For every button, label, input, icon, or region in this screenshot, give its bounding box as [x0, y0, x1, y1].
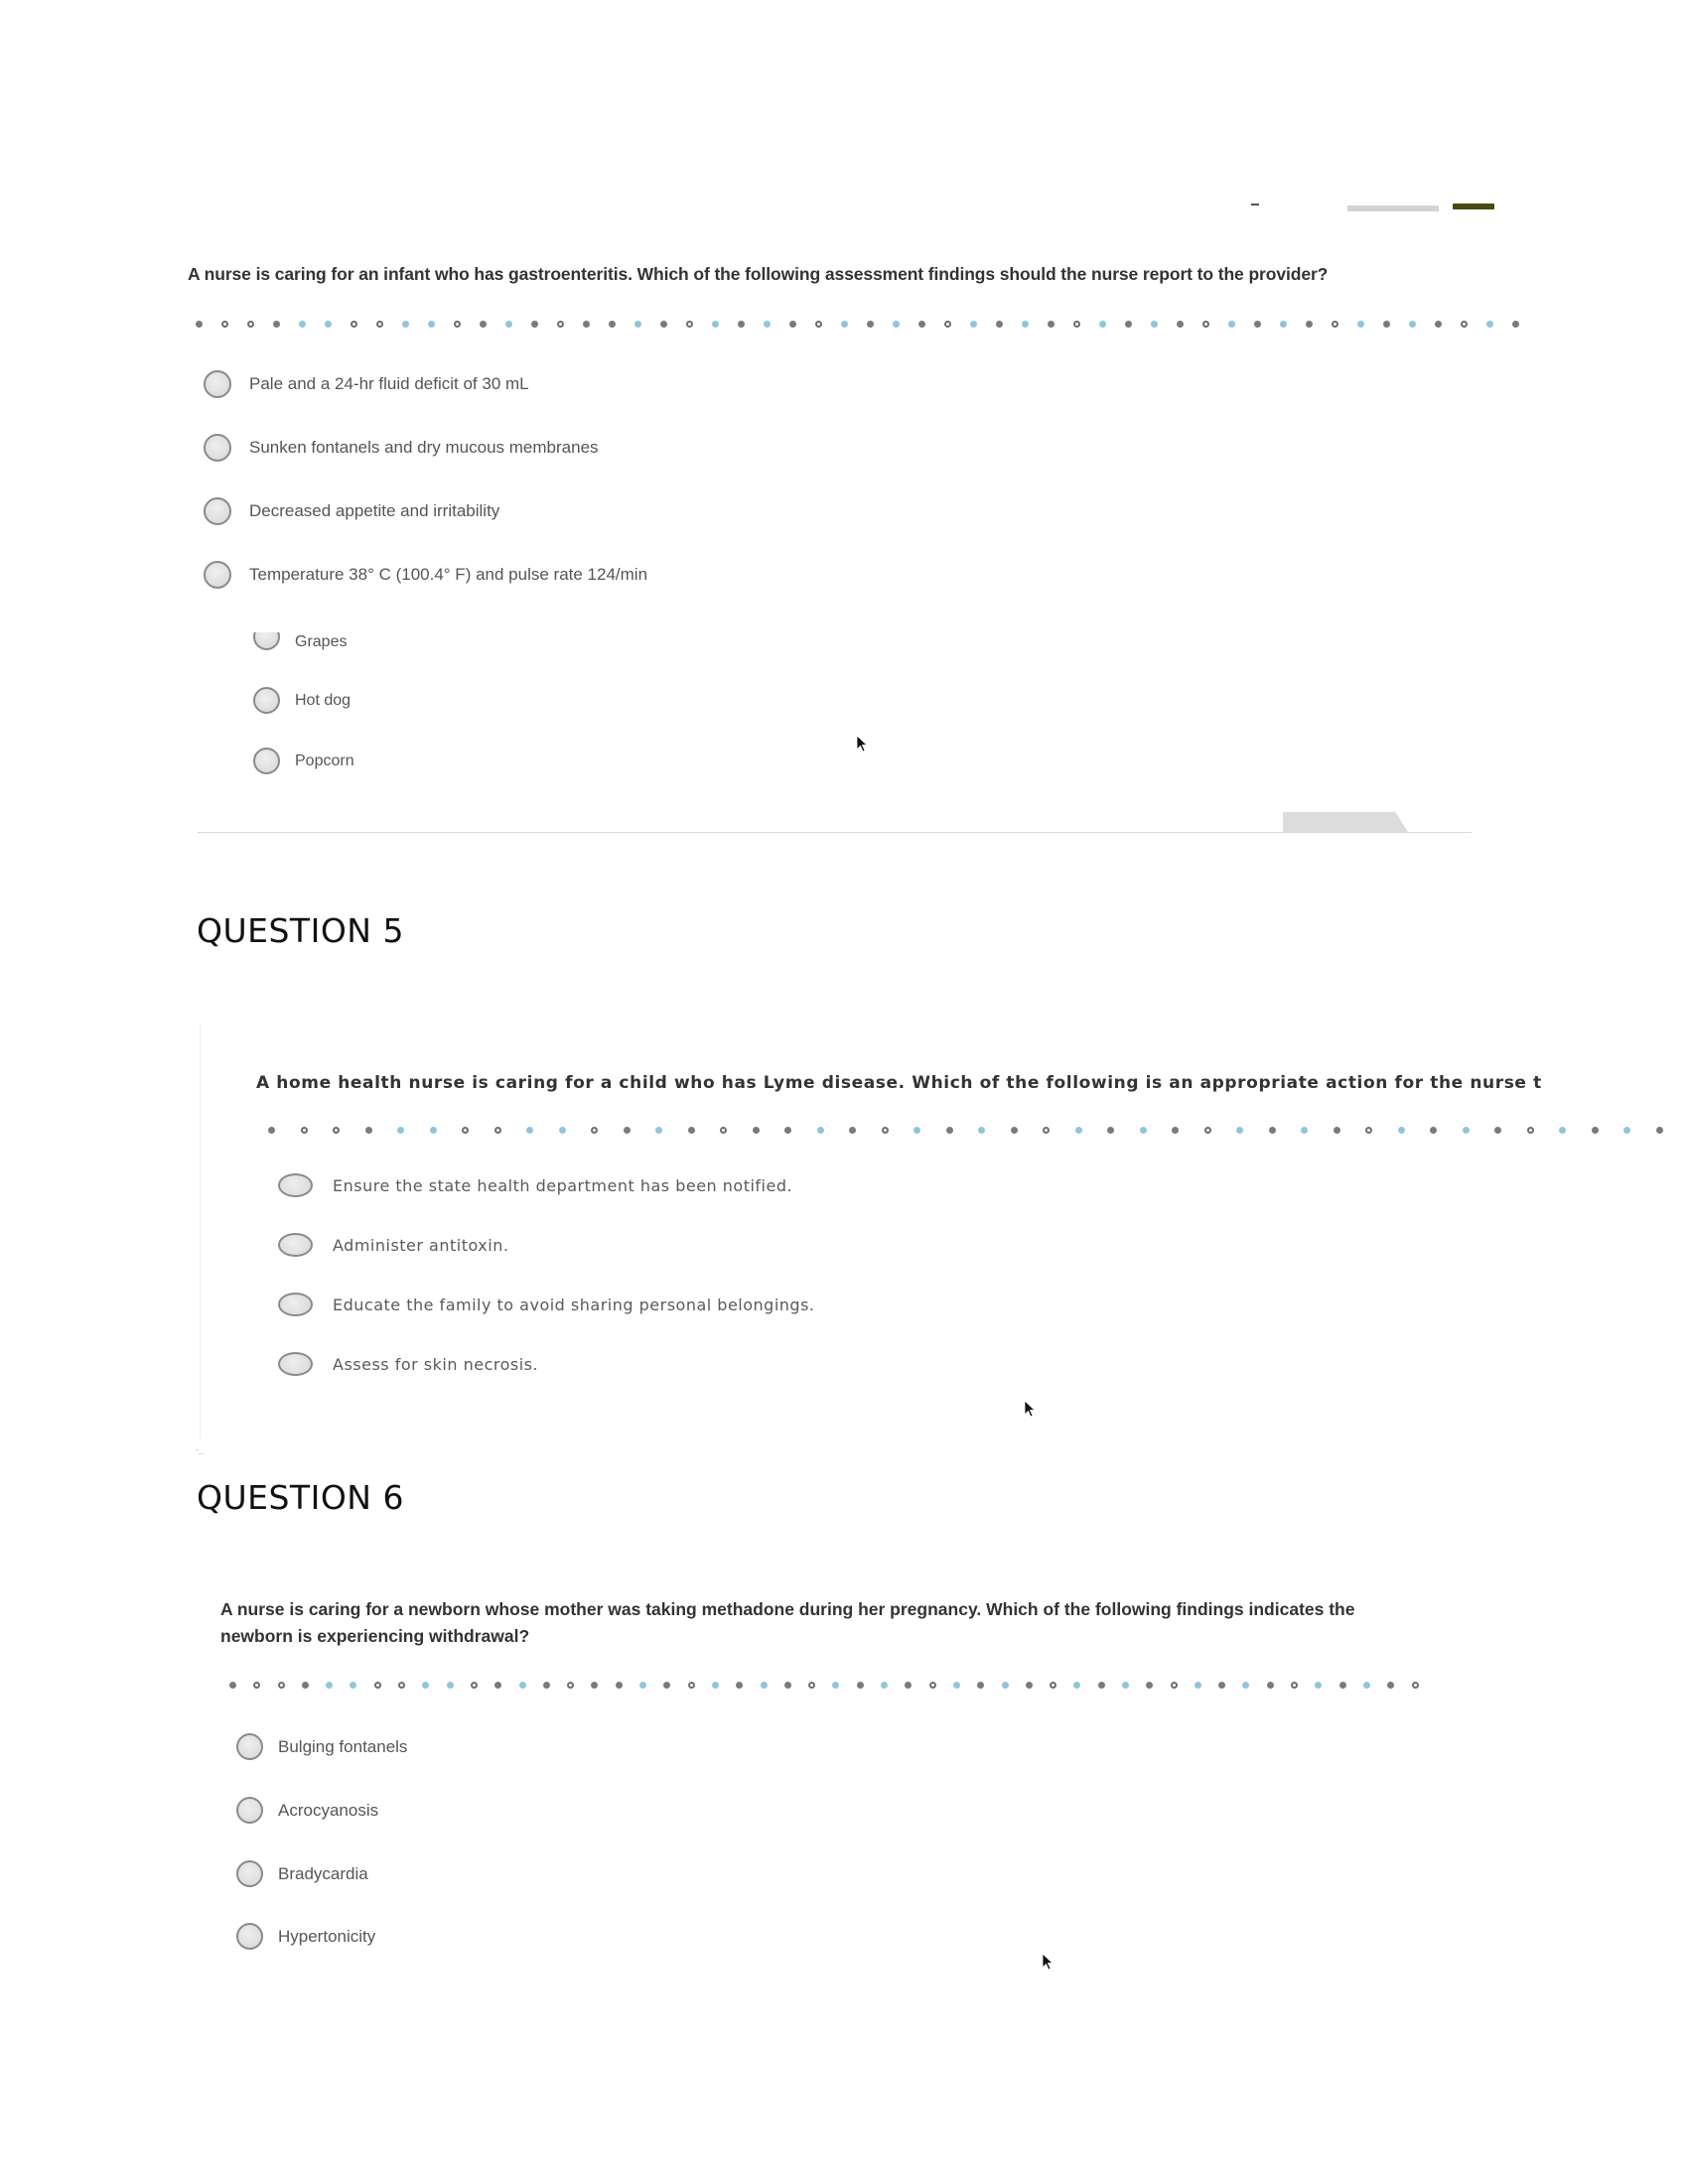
separator-dot [302, 1682, 309, 1689]
separator-dot [1002, 1682, 1009, 1689]
separator-dot [996, 321, 1003, 328]
separator-dot [914, 1127, 920, 1134]
separator-dot [1218, 1682, 1225, 1689]
separator-dot [531, 321, 538, 328]
q4-option-4[interactable] [204, 561, 647, 589]
q4-option-2[interactable] [204, 434, 599, 462]
q5-option-3[interactable] [278, 1293, 814, 1316]
separator-dot [365, 1127, 372, 1134]
question-4-text: A nurse is caring for an infant who has gastroenteritis. Which of the following assessment findings should the nurse report to the provider? [188, 264, 1329, 284]
separator-dot [374, 1682, 381, 1689]
separator-dot [881, 1682, 888, 1689]
separator-dot [591, 1682, 598, 1689]
separator-dot [301, 1127, 308, 1134]
separator-dot [882, 1127, 889, 1134]
option-label: Ensure the state health department has been notified. [333, 1175, 793, 1195]
separator-dot [1315, 1682, 1322, 1689]
dotted-separator [268, 1124, 1663, 1136]
question-5-heading: QUESTION 5 [197, 911, 404, 950]
separator-dot [526, 1127, 533, 1134]
q6-option-1[interactable] [236, 1733, 407, 1760]
q5-option-1[interactable] [278, 1173, 792, 1197]
separator-dot [333, 1127, 340, 1134]
overlay-option-hot-dog[interactable] [253, 687, 351, 714]
radio-button[interactable] [236, 1923, 263, 1950]
radio-button[interactable] [253, 632, 280, 650]
separator-dot [736, 1682, 743, 1689]
separator-dot [1254, 321, 1261, 328]
option-label: Pale and a 24-hr fluid deficit of 30 mL [249, 374, 529, 393]
separator-dot [929, 1682, 936, 1689]
separator-dot [253, 1682, 260, 1689]
separator-dot [1022, 321, 1029, 328]
separator-dot [447, 1682, 454, 1689]
separator-dot [1357, 321, 1364, 328]
separator-dot [753, 1127, 760, 1134]
separator-dot [557, 321, 564, 328]
separator-dot [1387, 1682, 1394, 1689]
separator-dot [905, 1682, 912, 1689]
radio-button[interactable] [204, 497, 231, 525]
separator-dot [1177, 321, 1184, 328]
separator-dot [247, 321, 254, 328]
separator-dot [977, 1682, 984, 1689]
option-label: Grapes [295, 633, 348, 650]
separator-dot [1267, 1682, 1274, 1689]
separator-dot [1236, 1127, 1243, 1134]
separator-dot [397, 1127, 404, 1134]
separator-dot [784, 1127, 791, 1134]
separator-dot [325, 321, 332, 328]
next-button[interactable] [1283, 812, 1394, 832]
separator-dot [376, 321, 383, 328]
separator-dot [1463, 1127, 1470, 1134]
separator-dot [817, 1127, 824, 1134]
option-label: Bradycardia [278, 1863, 368, 1883]
separator-dot [1228, 321, 1235, 328]
option-label: Popcorn [295, 751, 354, 769]
separator-dot [1486, 321, 1493, 328]
separator-dot [944, 321, 951, 328]
separator-dot [278, 1682, 285, 1689]
separator-dot [738, 321, 745, 328]
separator-dot [634, 321, 641, 328]
separator-dot [1435, 321, 1442, 328]
progress-bar-gray [1347, 205, 1439, 211]
option-label: Hypertonicity [278, 1926, 376, 1946]
separator-dot [1073, 1682, 1080, 1689]
separator-dot [688, 1127, 695, 1134]
mouse-cursor-icon [1042, 1953, 1055, 1973]
dotted-separator [196, 318, 1519, 330]
separator-dot [567, 1682, 574, 1689]
separator-dot [789, 321, 796, 328]
q4-option-3[interactable] [204, 497, 499, 525]
separator-dot [1409, 321, 1416, 328]
separator-dot [1026, 1682, 1033, 1689]
separator-dot [1075, 1127, 1082, 1134]
question-6-heading: QUESTION 6 [197, 1478, 404, 1517]
separator-dot [1204, 1127, 1211, 1134]
separator-dot [494, 1127, 501, 1134]
separator-dot [978, 1127, 985, 1134]
separator-dot [1269, 1127, 1276, 1134]
separator-dot [1073, 321, 1080, 328]
separator-dot [616, 1682, 623, 1689]
separator-dot [326, 1682, 333, 1689]
separator-dot [1107, 1127, 1114, 1134]
separator-dot [1122, 1682, 1129, 1689]
separator-dot [970, 321, 977, 328]
separator-dot [1363, 1682, 1370, 1689]
separator-dot [1332, 321, 1338, 328]
separator-dot [428, 321, 435, 328]
separator-dot [351, 321, 357, 328]
separator-dot [857, 1682, 864, 1689]
separator-dot [1623, 1127, 1630, 1134]
overlay-option-popcorn[interactable] [253, 748, 354, 774]
separator-dot [720, 1127, 727, 1134]
separator-dot [268, 1127, 275, 1134]
q6-option-4[interactable] [236, 1923, 375, 1950]
option-label: Assess for skin necrosis. [333, 1354, 539, 1374]
separator-dot [663, 1682, 670, 1689]
radio-button[interactable] [278, 1233, 313, 1257]
separator-dot [1461, 321, 1468, 328]
option-label: Acrocyanosis [278, 1800, 379, 1820]
separator-dot [505, 321, 512, 328]
radio-button[interactable] [236, 1860, 263, 1887]
separator-dot [639, 1682, 646, 1689]
mouse-cursor-icon [1024, 1400, 1038, 1420]
q4-option-1[interactable] [204, 370, 529, 398]
option-label: Hot dog [295, 691, 352, 709]
separator-dot [832, 1682, 839, 1689]
separator-dot [480, 321, 487, 328]
radio-button[interactable] [204, 434, 231, 462]
separator-dot [350, 1682, 356, 1689]
separator-dot [1334, 1127, 1340, 1134]
separator-dot [808, 1682, 815, 1689]
separator-dot [841, 321, 848, 328]
separator-dot [299, 321, 306, 328]
section-divider [198, 832, 1473, 833]
separator-dot [1172, 1127, 1179, 1134]
separator-dot [1412, 1682, 1419, 1689]
separator-dot [1280, 321, 1287, 328]
separator-dot [1151, 321, 1158, 328]
option-label: Temperature 38° C (100.4° F) and pulse rate 124/min [249, 565, 648, 584]
separator-dot [494, 1682, 501, 1689]
separator-dot [1291, 1682, 1298, 1689]
separator-dot [402, 321, 409, 328]
separator-dot [462, 1127, 469, 1134]
option-label: Bulging fontanels [278, 1736, 408, 1756]
separator-dot [1171, 1682, 1178, 1689]
separator-dot [454, 321, 461, 328]
radio-button[interactable] [253, 687, 280, 714]
question-5-text: A home health nurse is caring for a child who has Lyme disease. Which of the following is an appropriate action for the nurse t [256, 1073, 1542, 1093]
option-label: Sunken fontanels and dry mucous membranes [249, 438, 599, 457]
separator-dot [1146, 1682, 1153, 1689]
radio-button[interactable] [236, 1797, 263, 1824]
separator-dot [221, 321, 228, 328]
separator-dot [1125, 321, 1132, 328]
separator-dot [761, 1682, 768, 1689]
separator-dot [655, 1127, 662, 1134]
separator-dot [1559, 1127, 1566, 1134]
separator-dot [784, 1682, 791, 1689]
separator-dot [1383, 321, 1390, 328]
separator-dot [1242, 1682, 1249, 1689]
next-arrow-icon [1394, 810, 1408, 832]
q5-option-2[interactable] [278, 1233, 508, 1257]
option-label: Administer antitoxin. [333, 1235, 509, 1255]
q6-option-3[interactable] [236, 1860, 368, 1887]
radio-button[interactable] [253, 748, 280, 774]
separator-dot [660, 321, 667, 328]
separator-dot [229, 1682, 236, 1689]
tiny-mark: '... [197, 1449, 205, 1456]
separator-dot [849, 1127, 856, 1134]
separator-dot [867, 321, 874, 328]
separator-dot [1512, 321, 1519, 328]
question-6-text: A nurse is caring for a newborn whose mother was taking methadone during her pregnancy. Which of the following findings indicates the newborn is experiencing withdrawal? [220, 1599, 1355, 1646]
separator-dot [471, 1682, 478, 1689]
separator-dot [1339, 1682, 1346, 1689]
separator-dot [1048, 321, 1055, 328]
separator-dot [624, 1127, 631, 1134]
separator-dot [1592, 1127, 1599, 1134]
radio-button[interactable] [204, 561, 231, 589]
separator-dot [1140, 1127, 1147, 1134]
radio-button[interactable] [236, 1733, 263, 1760]
radio-button[interactable] [278, 1293, 313, 1316]
radio-clip [253, 632, 280, 650]
separator-dot [712, 321, 719, 328]
q5-option-4[interactable] [278, 1352, 538, 1376]
separator-dot [273, 321, 280, 328]
separator-dot [430, 1127, 437, 1134]
separator-dot [609, 321, 616, 328]
separator-dot [1494, 1127, 1501, 1134]
separator-dot [1098, 1682, 1105, 1689]
separator-dot [559, 1127, 566, 1134]
separator-dot [953, 1682, 960, 1689]
dotted-separator [229, 1679, 1419, 1691]
separator-dot [519, 1682, 526, 1689]
separator-dot [712, 1682, 719, 1689]
separator-dot [1301, 1127, 1308, 1134]
separator-dot [1306, 321, 1313, 328]
separator-dot [583, 321, 590, 328]
q6-option-2[interactable] [236, 1797, 378, 1824]
separator-dot [1050, 1682, 1056, 1689]
mouse-cursor-icon [856, 735, 870, 754]
overlay-option-grapes[interactable] [253, 631, 347, 651]
separator-dot [686, 321, 693, 328]
separator-dot [398, 1682, 405, 1689]
separator-dot [688, 1682, 695, 1689]
radio-button[interactable] [278, 1352, 313, 1376]
option-label: Educate the family to avoid sharing personal belongings. [333, 1295, 815, 1314]
separator-dot [1043, 1127, 1050, 1134]
separator-dot [1527, 1127, 1534, 1134]
separator-dot [1365, 1127, 1372, 1134]
separator-dot [591, 1127, 598, 1134]
separator-dot [1398, 1127, 1405, 1134]
separator-dot [1430, 1127, 1437, 1134]
separator-dot [1195, 1682, 1201, 1689]
separator-dot [1099, 321, 1106, 328]
radio-button[interactable] [204, 370, 231, 398]
separator-dot [1011, 1127, 1018, 1134]
separator-dot [422, 1682, 429, 1689]
separator-dot [1202, 321, 1209, 328]
header-dash [1251, 204, 1259, 205]
separator-dot [1656, 1127, 1663, 1134]
separator-dot [918, 321, 925, 328]
option-label: Decreased appetite and irritability [249, 501, 500, 520]
separator-dot [946, 1127, 953, 1134]
radio-button[interactable] [278, 1173, 313, 1197]
separator-dot [543, 1682, 550, 1689]
separator-dot [815, 321, 822, 328]
separator-dot [893, 321, 900, 328]
progress-bar-olive [1453, 204, 1494, 209]
separator-dot [196, 321, 203, 328]
separator-dot [764, 321, 771, 328]
